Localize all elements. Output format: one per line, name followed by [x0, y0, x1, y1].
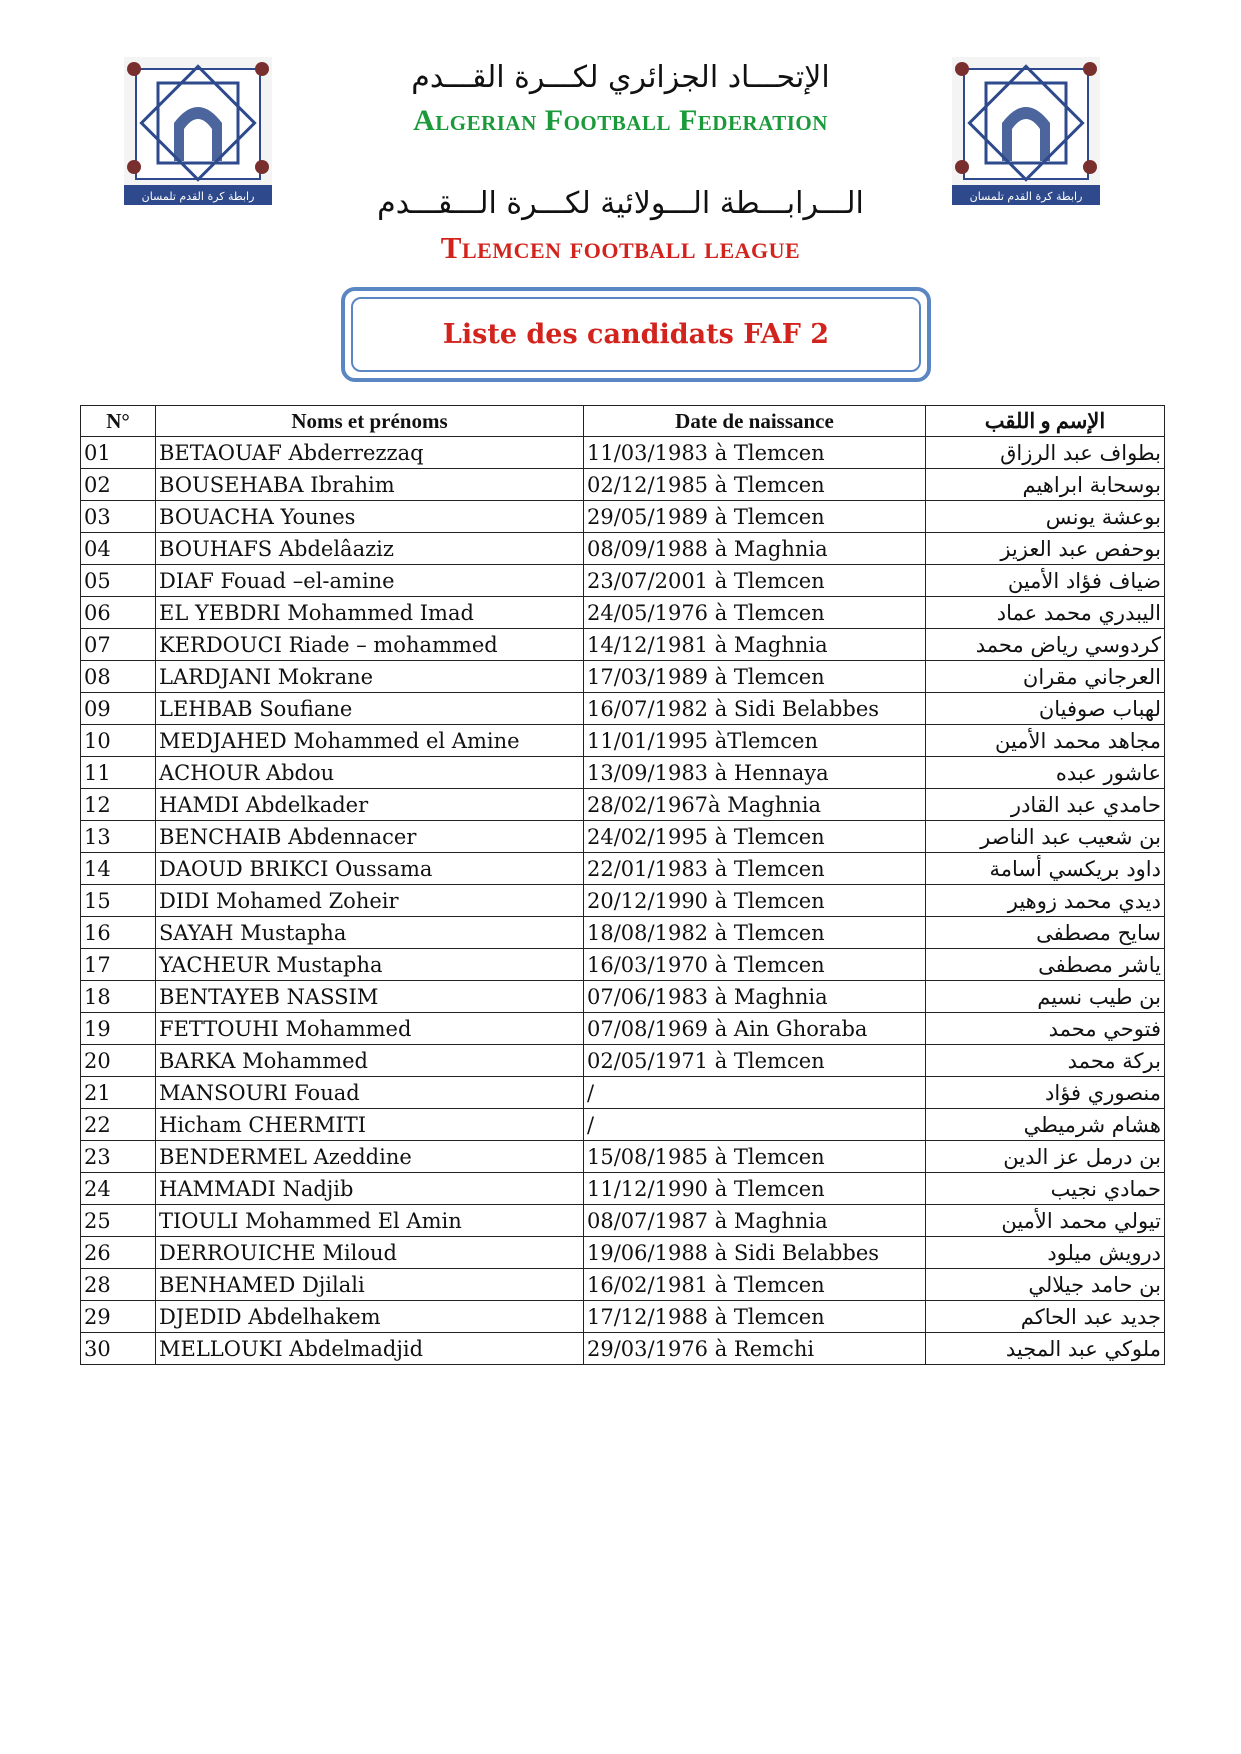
table-row [81, 789, 1165, 821]
candidate-name-arabic: منصوري فؤاد [926, 1077, 1165, 1109]
table-row [81, 565, 1165, 597]
document-title: Liste des candidats FAF 2 [442, 319, 830, 350]
table-row [81, 757, 1165, 789]
candidate-name: HAMDI Abdelkader [156, 789, 584, 821]
candidate-name-arabic: داود بريكسي أسامة [926, 853, 1165, 885]
candidate-name: BETAOUAF Abderrezzaq [156, 437, 584, 469]
title-frame-inner [351, 297, 921, 372]
row-number: 20 [81, 1045, 156, 1077]
row-number: 29 [81, 1301, 156, 1333]
candidate-name-arabic: لهباب صوفيان [926, 693, 1165, 725]
table-row [81, 693, 1165, 725]
birth-date-place: 07/08/1969 à Ain Ghoraba [584, 1013, 926, 1045]
logo-caption: رابطة كرة القدم تلمسان [969, 190, 1083, 203]
row-number: 10 [81, 725, 156, 757]
table-row [81, 725, 1165, 757]
candidate-name: TIOULI Mohammed El Amin [156, 1205, 584, 1237]
candidate-name-arabic: جديد عبد الحاكم [926, 1301, 1165, 1333]
table-row [81, 917, 1165, 949]
candidate-name-arabic: سايح مصطفى [926, 917, 1165, 949]
table-row [81, 1269, 1165, 1301]
candidate-name-arabic: بن شعيب عبد الناصر [926, 821, 1165, 853]
column-header-birth: Date de naissance [584, 406, 926, 437]
row-number: 21 [81, 1077, 156, 1109]
candidate-name-arabic: بن درمل عز الدين [926, 1141, 1165, 1173]
candidate-name: DIDI Mohamed Zoheir [156, 885, 584, 917]
table-row [81, 533, 1165, 565]
row-number: 30 [81, 1333, 156, 1365]
table-row [81, 981, 1165, 1013]
birth-date-place: 24/05/1976 à Tlemcen [584, 597, 926, 629]
candidate-name-arabic: كردوسي رياض محمد [926, 629, 1165, 661]
candidate-name: MELLOUKI Abdelmadjid [156, 1333, 584, 1365]
row-number: 17 [81, 949, 156, 981]
candidate-name-arabic: ديدي محمد زوهير [926, 885, 1165, 917]
row-number: 12 [81, 789, 156, 821]
row-number: 11 [81, 757, 156, 789]
column-header-number: N° [81, 406, 156, 437]
row-number: 02 [81, 469, 156, 501]
birth-date-place: 02/12/1985 à Tlemcen [584, 469, 926, 501]
candidate-name: BOUHAFS Abdelâaziz [156, 533, 584, 565]
row-number: 09 [81, 693, 156, 725]
birth-date-place: 29/05/1989 à Tlemcen [584, 501, 926, 533]
row-number: 06 [81, 597, 156, 629]
candidate-name: FETTOUHI Mohammed [156, 1013, 584, 1045]
birth-date-place: 16/07/1982 à Sidi Belabbes [584, 693, 926, 725]
table-row [81, 437, 1165, 469]
table-row [81, 469, 1165, 501]
table-row [81, 1205, 1165, 1237]
candidate-name-arabic: بوعشة يونس [926, 501, 1165, 533]
candidate-name: DAOUD BRIKCI Oussama [156, 853, 584, 885]
candidate-name: HAMMADI Nadjib [156, 1173, 584, 1205]
birth-date-place: 29/03/1976 à Remchi [584, 1333, 926, 1365]
candidate-name: BARKA Mohammed [156, 1045, 584, 1077]
candidate-name: BOUSEHABA Ibrahim [156, 469, 584, 501]
birth-date-place: 13/09/1983 à Hennaya [584, 757, 926, 789]
birth-date-place: 19/06/1988 à Sidi Belabbes [584, 1237, 926, 1269]
candidate-name: YACHEUR Mustapha [156, 949, 584, 981]
birth-date-place: 17/03/1989 à Tlemcen [584, 661, 926, 693]
birth-date-place: 11/12/1990 à Tlemcen [584, 1173, 926, 1205]
candidate-name: EL YEBDRI Mohammed Imad [156, 597, 584, 629]
table-row [81, 1301, 1165, 1333]
birth-date-place: 08/09/1988 à Maghnia [584, 533, 926, 565]
candidate-name: DIAF Fouad –el-amine [156, 565, 584, 597]
candidate-name-arabic: هشام شرميطي [926, 1109, 1165, 1141]
logo-caption: رابطة كرة القدم تلمسان [141, 190, 255, 203]
candidate-name: MEDJAHED Mohammed el Amine [156, 725, 584, 757]
table-header-row [81, 406, 1165, 437]
column-header-arabic-name: الإسم و اللقب [926, 406, 1165, 437]
row-number: 19 [81, 1013, 156, 1045]
birth-date-place: 16/03/1970 à Tlemcen [584, 949, 926, 981]
birth-date-place: / [584, 1109, 926, 1141]
birth-date-place: 08/07/1987 à Maghnia [584, 1205, 926, 1237]
row-number: 01 [81, 437, 156, 469]
row-number: 04 [81, 533, 156, 565]
row-number: 23 [81, 1141, 156, 1173]
candidate-name: DJEDID Abdelhakem [156, 1301, 584, 1333]
candidate-name-arabic: اليبدري محمد عماد [926, 597, 1165, 629]
row-number: 05 [81, 565, 156, 597]
arabic-federation-heading: الإتحـــاد الجزائري لكـــرة القـــدم [411, 60, 830, 95]
candidate-name: KERDOUCI Riade – mohammed [156, 629, 584, 661]
table-row [81, 1141, 1165, 1173]
table-row [81, 949, 1165, 981]
candidate-name-arabic: حامدي عبد القادر [926, 789, 1165, 821]
table-row [81, 1173, 1165, 1205]
table-row [81, 501, 1165, 533]
candidate-name-arabic: بوحفص عبد العزيز [926, 533, 1165, 565]
candidate-name-arabic: العرجاني مقران [926, 661, 1165, 693]
federation-name: Algerian Football Federation [413, 104, 828, 137]
birth-date-place: 16/02/1981 à Tlemcen [584, 1269, 926, 1301]
candidates-table [80, 405, 1165, 1365]
birth-date-place: 28/02/1967à Maghnia [584, 789, 926, 821]
birth-date-place: 20/12/1990 à Tlemcen [584, 885, 926, 917]
table-row [81, 1077, 1165, 1109]
candidate-name-arabic: بن حامد جيلالي [926, 1269, 1165, 1301]
candidate-name: MANSOURI Fouad [156, 1077, 584, 1109]
birth-date-place: 14/12/1981 à Maghnia [584, 629, 926, 661]
table-row [81, 1013, 1165, 1045]
candidate-name: BOUACHA Younes [156, 501, 584, 533]
table-row [81, 1333, 1165, 1365]
birth-date-place: 17/12/1988 à Tlemcen [584, 1301, 926, 1333]
candidate-name: BENTAYEB NASSIM [156, 981, 584, 1013]
row-number: 18 [81, 981, 156, 1013]
birth-date-place: 23/07/2001 à Tlemcen [584, 565, 926, 597]
candidate-name: Hicham CHERMITI [156, 1109, 584, 1141]
candidate-name: SAYAH Mustapha [156, 917, 584, 949]
candidate-name-arabic: عاشور عبده [926, 757, 1165, 789]
birth-date-place: 11/01/1995 àTlemcen [584, 725, 926, 757]
candidate-name: BENCHAIB Abdennacer [156, 821, 584, 853]
candidate-name-arabic: بطواف عبد الرزاق [926, 437, 1165, 469]
table-row [81, 885, 1165, 917]
row-number: 13 [81, 821, 156, 853]
candidate-name-arabic: بركة محمد [926, 1045, 1165, 1077]
row-number: 26 [81, 1237, 156, 1269]
birth-date-place: 02/05/1971 à Tlemcen [584, 1045, 926, 1077]
row-number: 25 [81, 1205, 156, 1237]
candidate-name-arabic: درويش ميلود [926, 1237, 1165, 1269]
candidate-name-arabic: حمادي نجيب [926, 1173, 1165, 1205]
candidate-name: ACHOUR Abdou [156, 757, 584, 789]
candidate-name: LARDJANI Mokrane [156, 661, 584, 693]
candidate-name-arabic: بن طيب نسيم [926, 981, 1165, 1013]
candidate-name-arabic: بوسحابة ابراهيم [926, 469, 1165, 501]
league-logo-right [952, 57, 1100, 205]
row-number: 03 [81, 501, 156, 533]
row-number: 24 [81, 1173, 156, 1205]
table-row [81, 661, 1165, 693]
column-header-name: Noms et prénoms [156, 406, 584, 437]
candidate-name-arabic: تيولي محمد الأمين [926, 1205, 1165, 1237]
table-row [81, 1045, 1165, 1077]
row-number: 08 [81, 661, 156, 693]
table-row [81, 1237, 1165, 1269]
candidate-name-arabic: ياشر مصطفى [926, 949, 1165, 981]
candidate-name: BENHAMED Djilali [156, 1269, 584, 1301]
birth-date-place: 15/08/1985 à Tlemcen [584, 1141, 926, 1173]
candidate-name-arabic: ضياف فؤاد الأمين [926, 565, 1165, 597]
birth-date-place: / [584, 1077, 926, 1109]
table-row [81, 629, 1165, 661]
birth-date-place: 11/03/1983 à Tlemcen [584, 437, 926, 469]
row-number: 22 [81, 1109, 156, 1141]
row-number: 07 [81, 629, 156, 661]
row-number: 28 [81, 1269, 156, 1301]
row-number: 16 [81, 917, 156, 949]
table-row [81, 597, 1165, 629]
birth-date-place: 24/02/1995 à Tlemcen [584, 821, 926, 853]
row-number: 14 [81, 853, 156, 885]
table-row [81, 853, 1165, 885]
table-row [81, 821, 1165, 853]
birth-date-place: 18/08/1982 à Tlemcen [584, 917, 926, 949]
candidate-name: DERROUICHE Miloud [156, 1237, 584, 1269]
candidate-name: LEHBAB Soufiane [156, 693, 584, 725]
table-row [81, 1109, 1165, 1141]
league-logo-left [124, 57, 272, 205]
title-frame [341, 287, 931, 382]
candidate-name-arabic: فتوحي محمد [926, 1013, 1165, 1045]
birth-date-place: 07/06/1983 à Maghnia [584, 981, 926, 1013]
candidate-name-arabic: مجاهد محمد الأمين [926, 725, 1165, 757]
candidate-name-arabic: ملوكي عبد المجيد [926, 1333, 1165, 1365]
arabic-league-heading: الـــرابـــطة الـــولائية لكـــرة الـــقـــدم [377, 186, 864, 221]
league-name: Tlemcen football league [440, 230, 801, 265]
row-number: 15 [81, 885, 156, 917]
candidate-name: BENDERMEL Azeddine [156, 1141, 584, 1173]
birth-date-place: 22/01/1983 à Tlemcen [584, 853, 926, 885]
